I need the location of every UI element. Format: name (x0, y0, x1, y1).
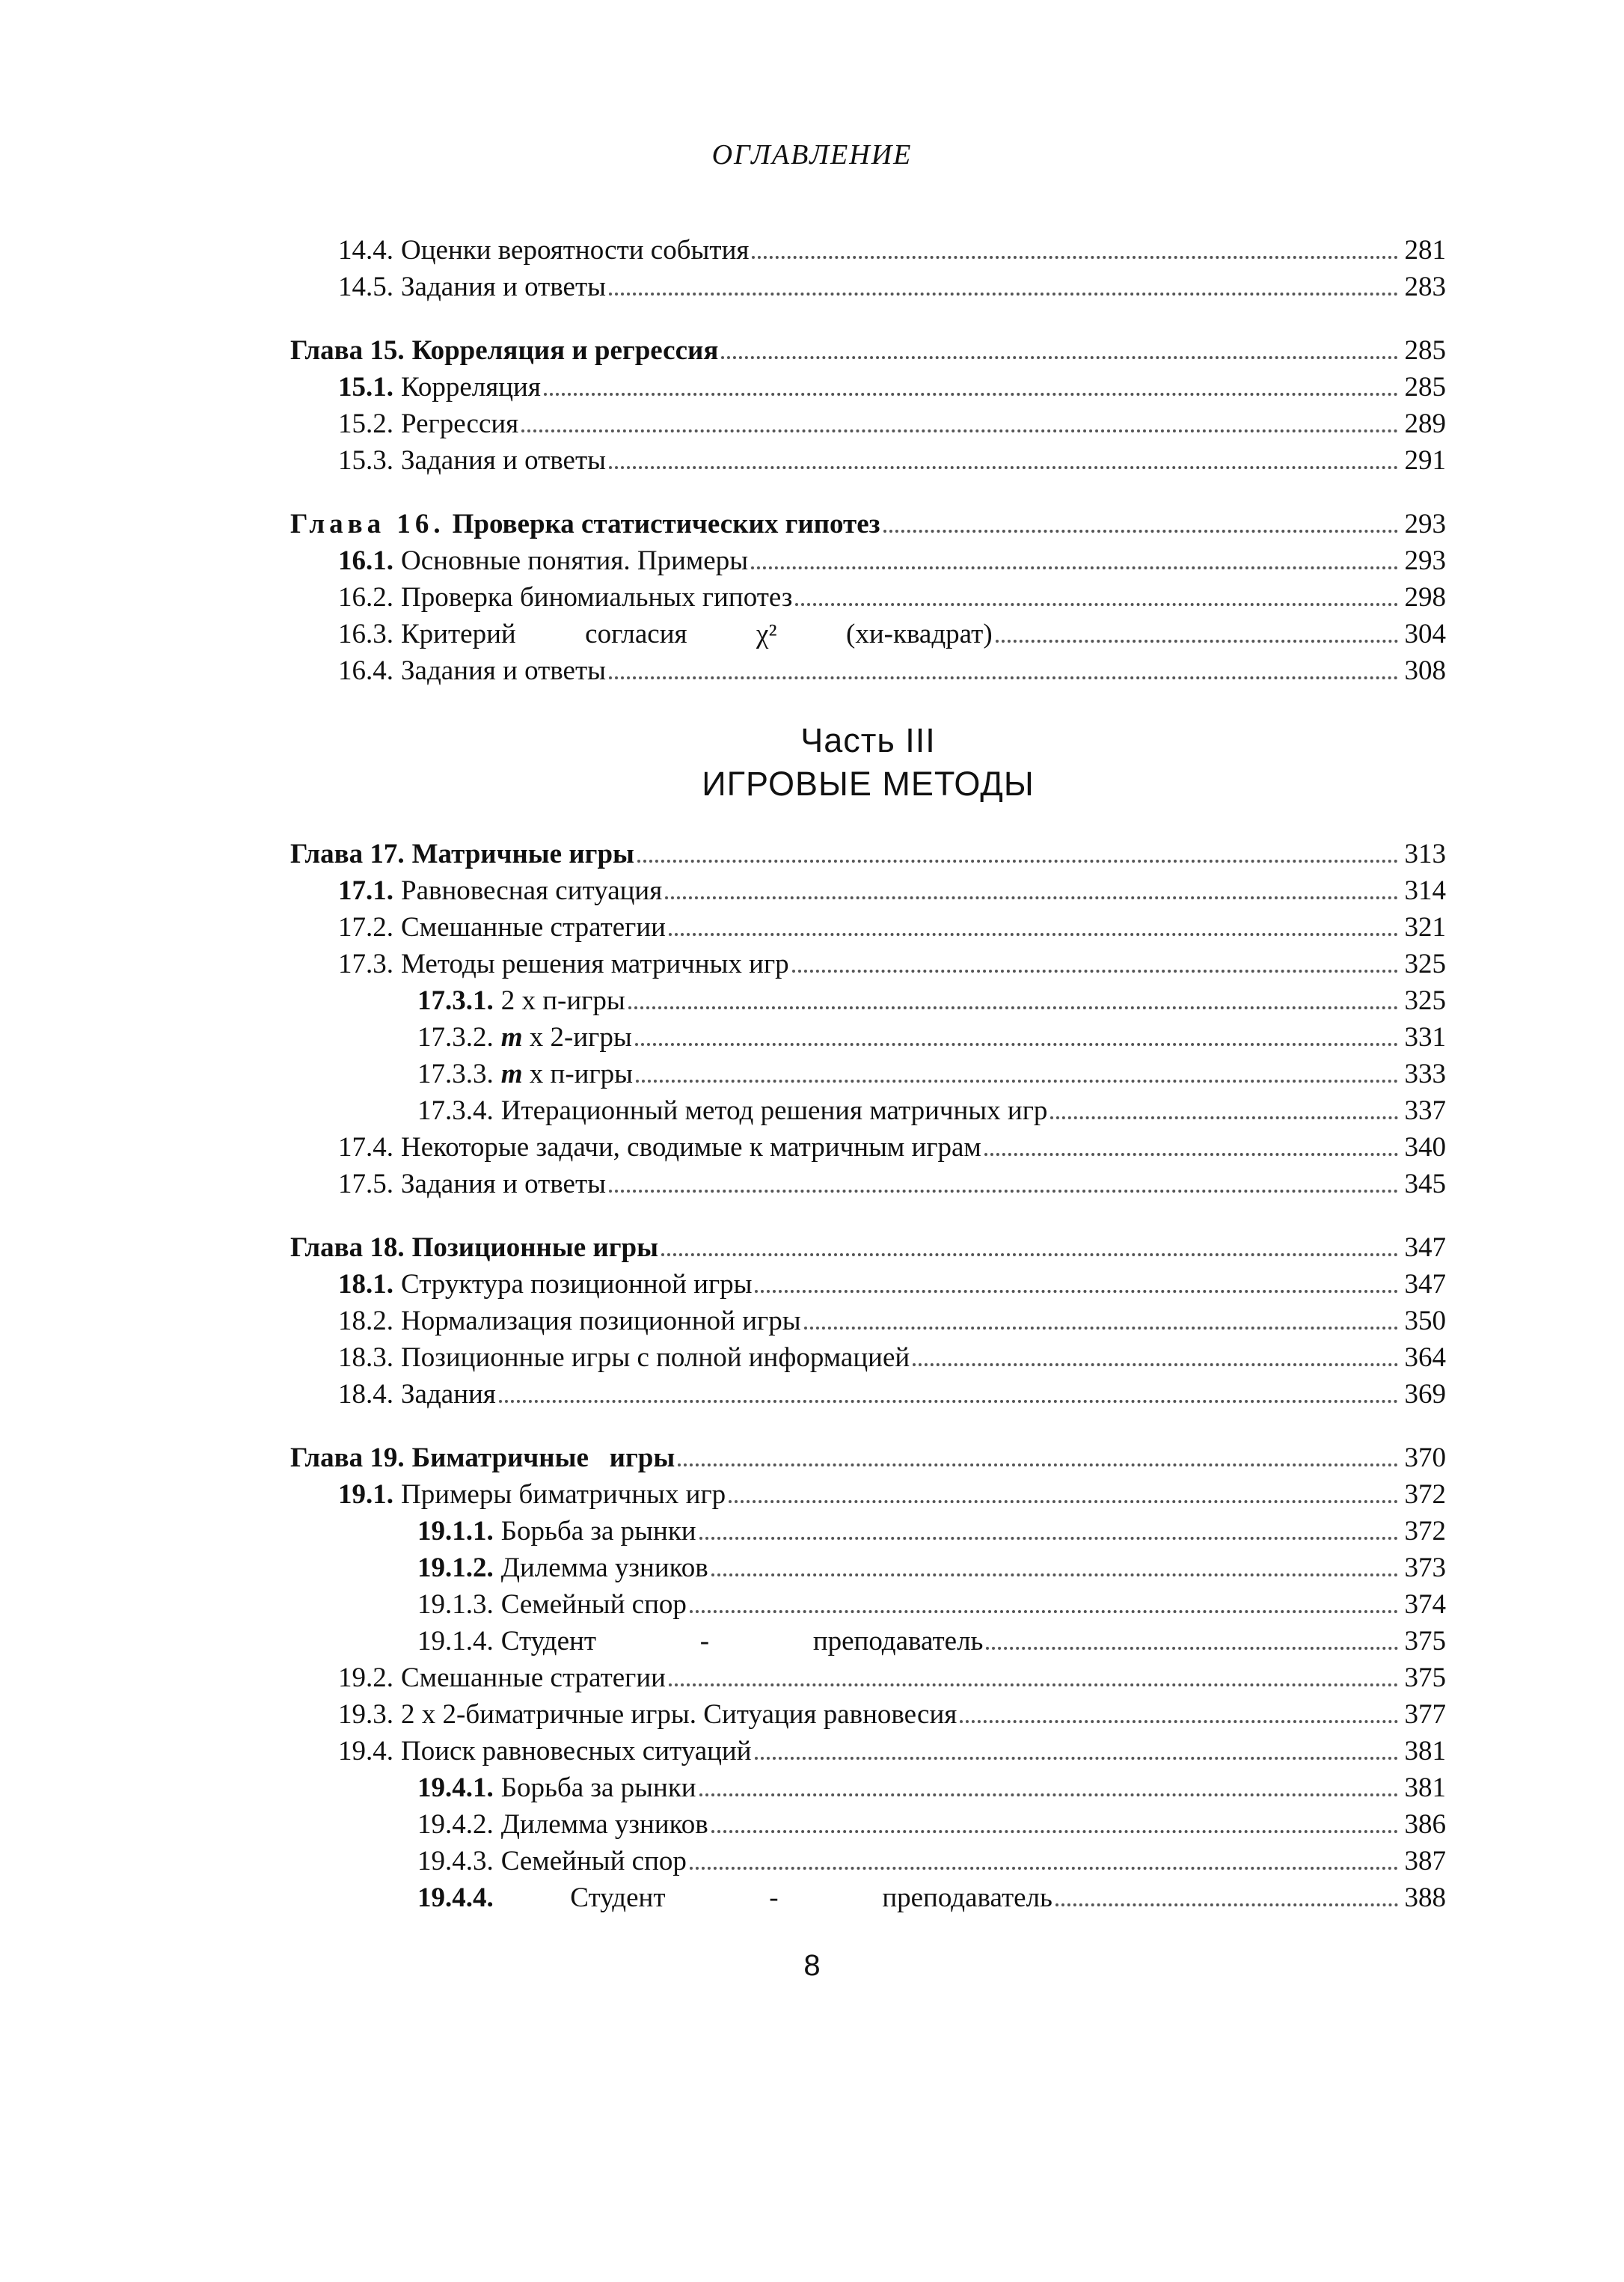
toc-title: Основные понятия. Примеры (401, 545, 749, 576)
toc-entry[interactable] (290, 579, 1446, 616)
dot-leader (636, 1080, 1398, 1083)
toc-entry[interactable] (290, 1806, 1446, 1843)
dot-leader (755, 1290, 1398, 1293)
toc-title: Студент - преподаватель (500, 1626, 984, 1657)
toc-title: Задания и ответы (401, 445, 607, 476)
toc-page-number: 386 (1404, 1809, 1446, 1840)
dot-leader (690, 1610, 1398, 1613)
toc-title: Смешанные стратегии (401, 912, 666, 943)
toc-page-number: 373 (1404, 1553, 1446, 1583)
toc-number: 17.5. (338, 1169, 393, 1199)
toc-page-number: 293 (1404, 509, 1446, 539)
dot-leader (609, 676, 1398, 679)
toc-number: 17.3.2. (417, 1022, 494, 1053)
toc-page-number: 333 (1404, 1059, 1446, 1089)
dot-leader (544, 393, 1398, 396)
page-number: 8 (803, 1949, 821, 1982)
toc-entry[interactable] (290, 616, 1446, 652)
toc-page-number: 388 (1404, 1882, 1446, 1913)
toc-page-number: 372 (1404, 1516, 1446, 1547)
toc-chapter[interactable] (290, 836, 1446, 872)
toc-entry[interactable] (290, 1660, 1446, 1696)
toc-title: Семейный спор (500, 1846, 687, 1876)
toc-number: 17.1. (338, 875, 393, 906)
toc-title: Регрессия (401, 409, 519, 439)
toc-page-number: 381 (1404, 1772, 1446, 1803)
toc-page-number: 347 (1404, 1232, 1446, 1263)
toc-entry[interactable] (290, 909, 1446, 946)
toc-title: Биматричные игры (411, 1443, 675, 1473)
toc-title: Некоторые задачи, сводимые к матричным играм (401, 1132, 981, 1163)
toc-page-number: 337 (1404, 1095, 1446, 1126)
toc-number: 17.4. (338, 1132, 393, 1163)
dot-leader (499, 1400, 1398, 1403)
toc-entry[interactable] (290, 1266, 1446, 1303)
toc-page-number: 364 (1404, 1342, 1446, 1373)
dot-leader (913, 1363, 1398, 1366)
toc-entry[interactable] (290, 1129, 1446, 1166)
toc-entry[interactable] (290, 1879, 1446, 1916)
toc-entry[interactable] (290, 232, 1446, 269)
dot-leader (669, 1683, 1398, 1686)
toc-entry[interactable] (290, 1092, 1446, 1129)
table-of-contents (290, 232, 1446, 1916)
toc-page-number: 345 (1404, 1169, 1446, 1199)
toc-entry[interactable] (290, 1623, 1446, 1660)
part-number: Часть III (800, 721, 936, 759)
toc-page-number: 331 (1404, 1022, 1446, 1053)
toc-title: Примеры биматричных игр (401, 1479, 726, 1510)
toc-entry[interactable] (290, 542, 1446, 579)
toc-entry[interactable] (290, 1513, 1446, 1550)
toc-entry[interactable] (290, 406, 1446, 442)
toc-title: х 2-игры (522, 1022, 632, 1053)
toc-page-number: 285 (1404, 372, 1446, 403)
toc-page-number: 308 (1404, 655, 1446, 686)
toc-number: 19.2. (338, 1662, 393, 1693)
dot-leader (729, 1500, 1398, 1503)
toc-entry[interactable] (290, 872, 1446, 909)
toc-number: Глава 17. (290, 839, 405, 869)
toc-number: Глава 19. (290, 1443, 405, 1473)
dot-leader (635, 1043, 1398, 1046)
toc-entry[interactable] (290, 982, 1446, 1019)
toc-title: Поиск равновесных ситуаций (401, 1736, 752, 1766)
dot-leader (804, 1327, 1398, 1330)
toc-number: 17.3.4. (417, 1095, 494, 1126)
toc-page-number: 321 (1404, 912, 1446, 943)
toc-title: Смешанные стратегии (401, 1662, 666, 1693)
toc-title: Семейный спор (500, 1589, 687, 1620)
dot-leader (960, 1720, 1398, 1723)
toc-entry[interactable] (290, 1019, 1446, 1056)
toc-title: Дилемма узников (500, 1809, 708, 1840)
toc-number: 15.3. (338, 445, 393, 476)
toc-number: 19.4. (338, 1736, 393, 1766)
running-header: ОГЛАВЛЕНИЕ (711, 139, 913, 171)
dot-leader (752, 256, 1398, 259)
toc-number: Глава 18. (290, 1232, 405, 1263)
toc-number: 19.4.1. (417, 1772, 494, 1803)
toc-number: 14.5. (338, 272, 393, 302)
toc-number: 18.1. (338, 1269, 393, 1300)
toc-entry[interactable] (290, 442, 1446, 479)
toc-page-number: 304 (1404, 619, 1446, 649)
toc-title: Оценки вероятности события (401, 235, 750, 266)
toc-entry[interactable] (290, 1376, 1446, 1413)
toc-page-number: 350 (1404, 1306, 1446, 1336)
toc-page-number: 281 (1404, 235, 1446, 266)
toc-title-variable: m (500, 1059, 523, 1089)
toc-number: 16.3. (338, 619, 393, 649)
toc-title: Позиционные игры (411, 1232, 658, 1263)
toc-chapter[interactable] (290, 332, 1446, 369)
dot-leader (1055, 1903, 1398, 1906)
toc-chapter[interactable] (290, 506, 1446, 542)
toc-number: Глава 15. (290, 335, 405, 366)
toc-page-number: 314 (1404, 875, 1446, 906)
toc-title: Структура позиционной игры (401, 1269, 753, 1300)
toc-title: Борьба за рынки (500, 1516, 696, 1547)
toc-entry[interactable] (290, 652, 1446, 689)
toc-number: 19.1.3. (417, 1589, 494, 1620)
dot-leader (711, 1830, 1398, 1833)
dot-leader (690, 1867, 1398, 1870)
toc-page-number: 375 (1404, 1662, 1446, 1693)
toc-number: 19.1.1. (417, 1516, 494, 1547)
dot-leader (711, 1573, 1398, 1576)
toc-entry[interactable] (290, 1696, 1446, 1733)
toc-number: 16.1. (338, 545, 393, 576)
dot-leader (984, 1153, 1398, 1156)
toc-title: Задания и ответы (401, 1169, 607, 1199)
toc-title: Нормализация позиционной игры (401, 1306, 801, 1336)
dot-leader (609, 1190, 1398, 1193)
dot-leader (699, 1537, 1398, 1540)
toc-page-number: 347 (1404, 1269, 1446, 1300)
toc-number: 18.4. (338, 1379, 393, 1410)
toc-number: 19.4.3. (417, 1846, 494, 1876)
toc-entry[interactable] (290, 1303, 1446, 1339)
toc-entry[interactable] (290, 369, 1446, 406)
toc-page-number: 291 (1404, 445, 1446, 476)
toc-title: Проверка биномиальных гипотез (401, 582, 793, 613)
toc-number: 16.4. (338, 655, 393, 686)
dot-leader (996, 640, 1398, 643)
toc-number: 19.1.2. (417, 1553, 494, 1583)
toc-chapter[interactable] (290, 1440, 1446, 1476)
toc-entry[interactable] (290, 1476, 1446, 1513)
toc-page-number: 283 (1404, 272, 1446, 302)
section-gap (290, 305, 1446, 332)
toc-page-number: 298 (1404, 582, 1446, 613)
toc-title: Корреляция (401, 372, 541, 403)
dot-leader (699, 1793, 1398, 1796)
toc-entry[interactable] (290, 1733, 1446, 1769)
toc-title: Борьба за рынки (500, 1772, 696, 1803)
dot-leader (661, 1253, 1398, 1256)
dot-leader (521, 429, 1398, 432)
toc-page-number: 375 (1404, 1626, 1446, 1657)
toc-number: 17.2. (338, 912, 393, 943)
toc-title: Задания и ответы (401, 655, 607, 686)
toc-title: Матричные игры (411, 839, 634, 869)
toc-page-number: 370 (1404, 1443, 1446, 1473)
dot-leader (609, 466, 1398, 469)
toc-page-number: 369 (1404, 1379, 1446, 1410)
toc-number: Глава 16. (290, 509, 445, 539)
toc-page-number: 377 (1404, 1699, 1446, 1730)
toc-number: 19.3. (338, 1699, 393, 1730)
toc-title: х п-игры (522, 1059, 633, 1089)
toc-entry[interactable] (290, 946, 1446, 982)
toc-number: 15.1. (338, 372, 393, 403)
dot-leader (678, 1463, 1398, 1466)
toc-number: 14.4. (338, 235, 393, 266)
toc-entry[interactable] (290, 1339, 1446, 1376)
dot-leader (665, 896, 1398, 899)
section-gap (290, 1413, 1446, 1440)
toc-title-variable: m (500, 1022, 523, 1053)
toc-number: 18.2. (338, 1306, 393, 1336)
dot-leader (609, 293, 1398, 296)
dot-leader (628, 1006, 1398, 1009)
toc-title: 2 х 2-биматричные игры. Ситуация равновесия (401, 1699, 957, 1730)
toc-title: Студент - преподаватель (500, 1882, 1052, 1913)
dot-leader (795, 603, 1398, 606)
toc-page-number: 372 (1404, 1479, 1446, 1510)
toc-number: 19.1.4. (417, 1626, 494, 1657)
dot-leader (986, 1647, 1398, 1650)
toc-entry[interactable] (290, 1586, 1446, 1623)
toc-chapter[interactable] (290, 1229, 1446, 1266)
toc-number: 19.4.2. (417, 1809, 494, 1840)
toc-page-number: 374 (1404, 1589, 1446, 1620)
toc-number: 15.2. (338, 409, 393, 439)
toc-title: Позиционные игры с полной информацией (401, 1342, 910, 1373)
toc-number: 17.3. (338, 949, 393, 979)
dot-leader (637, 860, 1398, 863)
dot-leader (669, 933, 1398, 936)
toc-number: 16.2. (338, 582, 393, 613)
toc-entry[interactable] (290, 1843, 1446, 1879)
toc-page-number: 289 (1404, 409, 1446, 439)
toc-title: Итерационный метод решения матричных игр (500, 1095, 1048, 1126)
toc-page-number: 340 (1404, 1132, 1446, 1163)
toc-page-number: 325 (1404, 985, 1446, 1016)
toc-title: Проверка статистических гипотез (452, 509, 880, 539)
section-gap (290, 1202, 1446, 1229)
toc-title: Корреляция и регрессия (411, 335, 719, 366)
toc-page-number: 293 (1404, 545, 1446, 576)
toc-page-number: 387 (1404, 1846, 1446, 1876)
toc-title: Равновесная ситуация (401, 875, 663, 906)
toc-title: Методы решения матричных игр (401, 949, 789, 979)
part-heading (290, 719, 1446, 806)
toc-title: 2 х п-игры (500, 985, 625, 1016)
toc-number: 17.3.3. (417, 1059, 494, 1089)
toc-title: Дилемма узников (500, 1553, 708, 1583)
toc-entry[interactable] (290, 1056, 1446, 1092)
toc-page-number: 285 (1404, 335, 1446, 366)
dot-leader (883, 530, 1398, 533)
part-title: ИГРОВЫЕ МЕТОДЫ (702, 765, 1035, 803)
dot-leader (1050, 1116, 1398, 1119)
toc-entry[interactable] (290, 1769, 1446, 1806)
toc-page-number: 381 (1404, 1736, 1446, 1766)
toc-number: 18.3. (338, 1342, 393, 1373)
toc-entry[interactable] (290, 1166, 1446, 1202)
toc-title: Задания и ответы (401, 272, 607, 302)
section-gap (290, 479, 1446, 506)
toc-page-number: 325 (1404, 949, 1446, 979)
dot-leader (755, 1757, 1398, 1760)
dot-leader (721, 356, 1398, 359)
toc-title: Критерий согласия χ² (хи-квадрат) (401, 619, 993, 649)
toc-title: Задания (401, 1379, 496, 1410)
dot-leader (792, 970, 1398, 973)
toc-number: 19.1. (338, 1479, 393, 1510)
dot-leader (751, 566, 1398, 569)
toc-number: 17.3.1. (417, 985, 494, 1016)
toc-number: 19.4.4. (417, 1882, 494, 1913)
toc-page-number: 313 (1404, 839, 1446, 869)
toc-entry[interactable] (290, 1550, 1446, 1586)
toc-entry[interactable] (290, 269, 1446, 305)
